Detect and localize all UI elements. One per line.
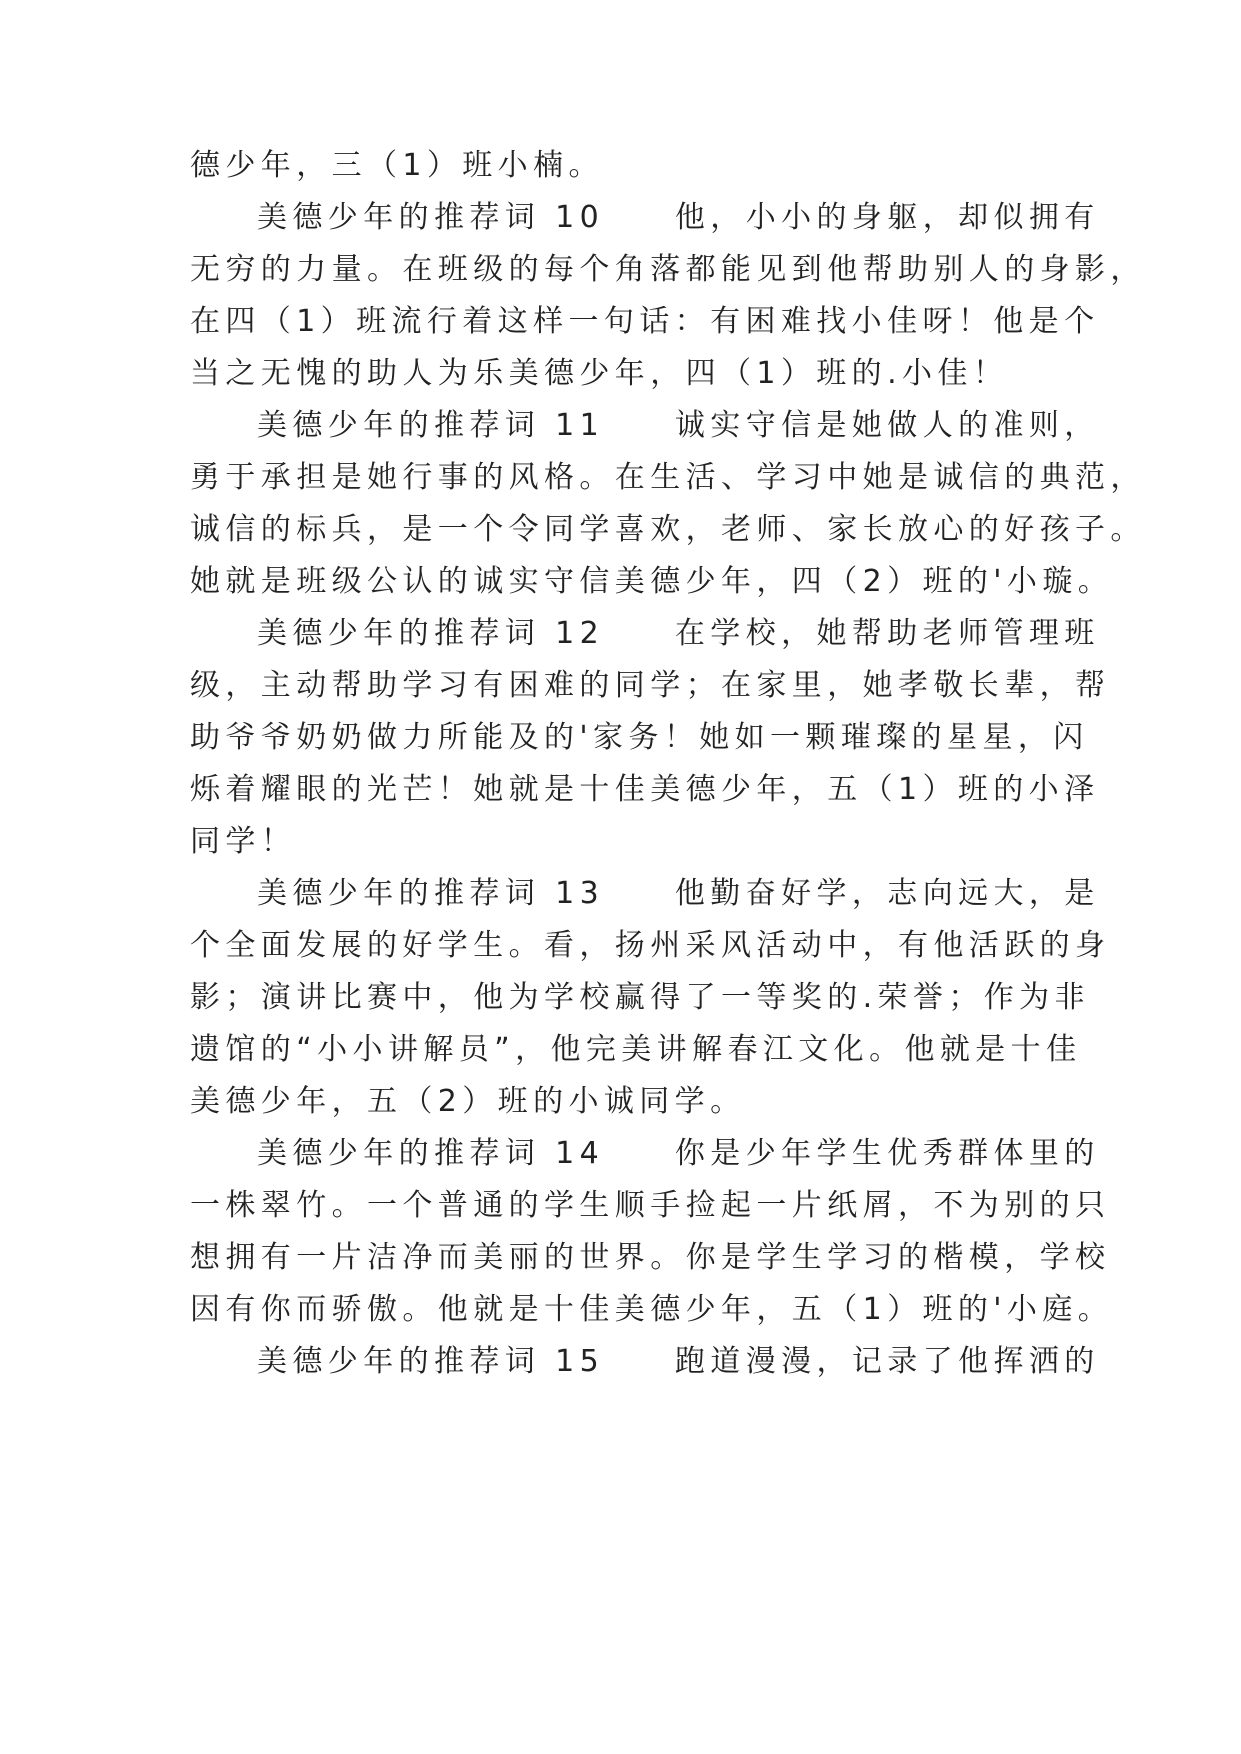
text-line: 想拥有一片洁净而美丽的世界。你是学生学习的楷模，学校 — [190, 1240, 1111, 1275]
text-line: 级，主动帮助学习有困难的同学；在家里，她孝敬长辈，帮 — [190, 668, 1111, 703]
text-line: 一株翠竹。一个普通的学生顺手捡起一片纸屑，不为别的只 — [190, 1188, 1111, 1223]
text-line: 烁着耀眼的光芒！她就是十佳美德少年，五（1）班的小泽 — [190, 772, 1100, 807]
text-line: 同学！ — [190, 824, 297, 859]
text-line: 助爷爷奶奶做力所能及的'家务！她如一颗璀璨的星星，闪 — [190, 720, 1089, 755]
text-line: 个全面发展的好学生。看，扬州采风活动中，有他活跃的身 — [190, 928, 1111, 963]
heading-line-12: 美德少年的推荐词 12 在学校，她帮助老师管理班 — [257, 616, 1100, 651]
heading-line-11: 美德少年的推荐词 11 诚实守信是她做人的准则， — [257, 408, 1100, 443]
text-line: 当之无愧的助人为乐美德少年，四（1）班的.小佳！ — [190, 356, 1009, 391]
text-line: 影；演讲比赛中，他为学校赢得了一等奖的.荣誉；作为非 — [190, 980, 1090, 1015]
heading-line-15: 美德少年的推荐词 15 跑道漫漫，记录了他挥洒的 — [257, 1344, 1100, 1379]
text-line: 美德少年，五（2）班的小诚同学。 — [190, 1084, 746, 1119]
text-line: 诚信的标兵，是一个令同学喜欢，老师、家长放心的好孩子。 — [190, 512, 1146, 547]
text-line: 她就是班级公认的诚实守信美德少年，四（2）班的'小璇。 — [190, 564, 1114, 599]
text-line: 德少年，三（1）班小楠。 — [190, 148, 604, 183]
text-line: 勇于承担是她行事的风格。在生活、学习中她是诚信的典范， — [190, 460, 1146, 495]
text-line: 遗馆的“小小讲解员”，他完美讲解春江文化。他就是十佳 — [190, 1032, 1082, 1067]
text-line: 无穷的力量。在班级的每个角落都能见到他帮助别人的身影， — [190, 252, 1146, 287]
text-line: 在四（1）班流行着这样一句话：有困难找小佳呀！他是个 — [190, 304, 1100, 339]
heading-line-10: 美德少年的推荐词 10 他，小小的身躯，却似拥有 — [257, 200, 1100, 235]
text-line: 因有你而骄傲。他就是十佳美德少年，五（1）班的'小庭。 — [190, 1292, 1114, 1327]
heading-line-13: 美德少年的推荐词 13 他勤奋好学，志向远大，是 — [257, 876, 1100, 911]
heading-line-14: 美德少年的推荐词 14 你是少年学生优秀群体里的 — [257, 1136, 1100, 1171]
